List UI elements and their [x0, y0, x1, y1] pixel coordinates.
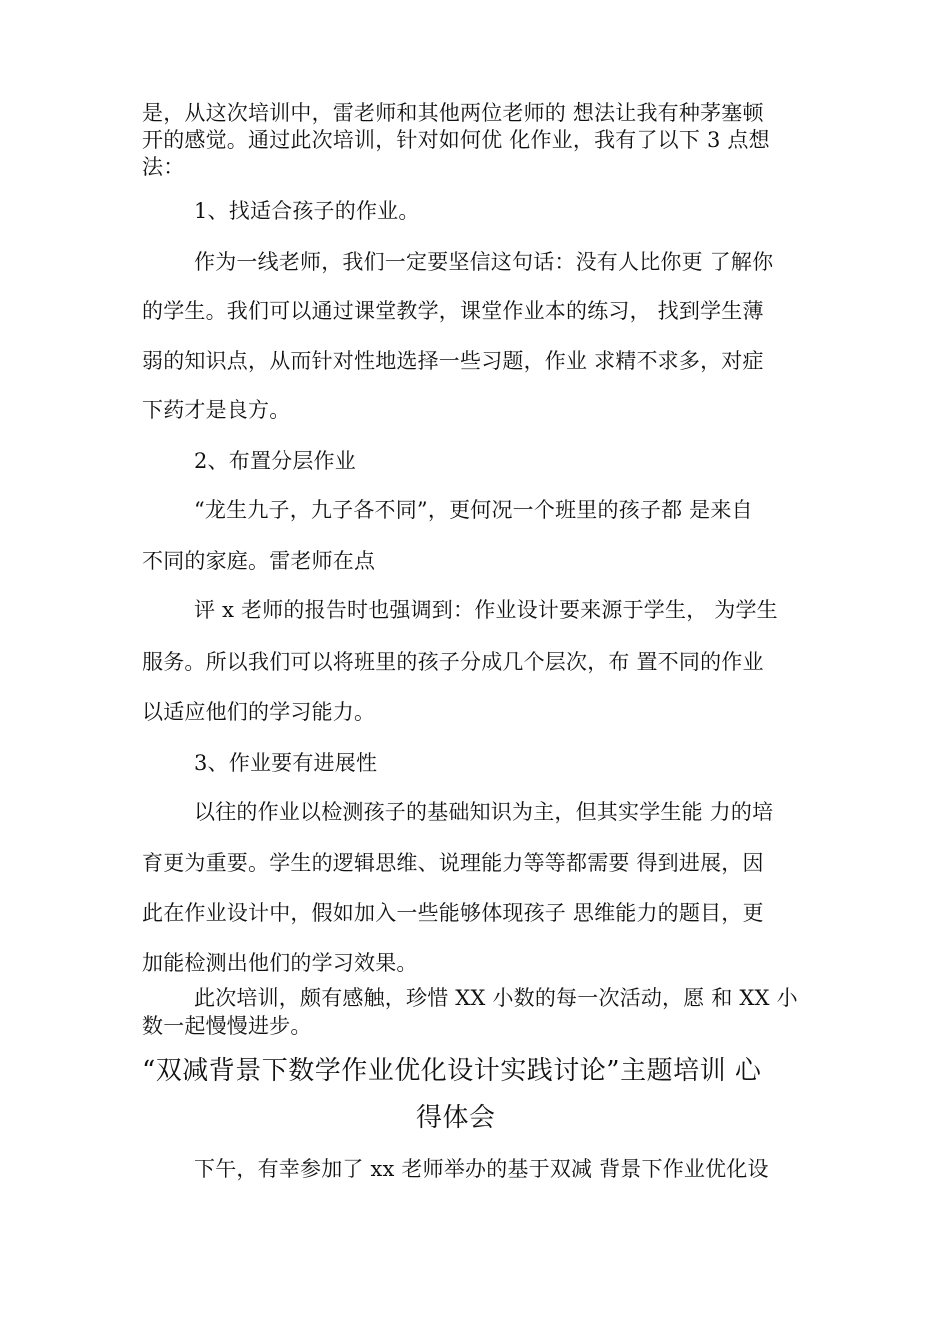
paragraph-line: 服务。所以我们可以将班里的孩子分成几个层次，布 置不同的作业 [142, 650, 764, 674]
paragraph-line: 的学生。我们可以通过课堂教学，课堂作业本的练习， 找到学生薄 [142, 299, 764, 323]
paragraph-line: 弱的知识点，从而针对性地选择一些习题，作业 求精不求多，对症 [142, 349, 764, 373]
paragraph-line: 以适应他们的学习能力。 [142, 700, 376, 724]
paragraph-line: 以往的作业以检测孩子的基础知识为主，但其实学生能 力的培 [194, 800, 774, 824]
paragraph-line: 开的感觉。通过此次培训，针对如何优 化作业，我有了以下 3 点想 [142, 128, 770, 152]
paragraph-line: 数一起慢慢进步。 [142, 1014, 312, 1038]
paragraph-line: 加能检测出他们的学习效果。 [142, 951, 418, 975]
section-heading-2: 2、布置分层作业 [194, 449, 356, 473]
paragraph-line: 评 x 老师的报告时也强调到：作业设计要来源于学生， 为学生 [194, 598, 778, 622]
paragraph-line: 下药才是良方。 [142, 398, 291, 422]
paragraph-line: 此在作业设计中，假如加入一些能够体现孩子 思维能力的题目，更 [142, 901, 764, 925]
paragraph-line: 此次培训，颇有感触，珍惜 XX 小数的每一次活动，愿 和 XX 小 [194, 986, 798, 1010]
section-heading-1: 1、找适合孩子的作业。 [194, 199, 420, 223]
section-title-line-2: 得体会 [416, 1103, 496, 1133]
paragraph-line: 是，从这次培训中，雷老师和其他两位老师的 想法让我有种茅塞顿 [142, 101, 764, 125]
section-title-line-1: “双减背景下数学作业优化设计实践讨论”主题培训 心 [142, 1056, 762, 1086]
paragraph-line: “龙生九子，九子各不同”，更何况一个班里的孩子都 是来自 [194, 498, 753, 522]
paragraph-line: 法： [142, 155, 185, 179]
paragraph-line: 不同的家庭。雷老师在点 [142, 549, 376, 573]
paragraph-line: 下午，有幸参加了 xx 老师举办的基于双减 背景下作业优化设 [194, 1157, 769, 1181]
section-heading-3: 3、作业要有进展性 [194, 751, 378, 775]
paragraph-line: 育更为重要。学生的逻辑思维、说理能力等等都需要 得到进展，因 [142, 851, 764, 875]
paragraph-line: 作为一线老师，我们一定要坚信这句话：没有人比你更 了解你 [194, 250, 774, 274]
